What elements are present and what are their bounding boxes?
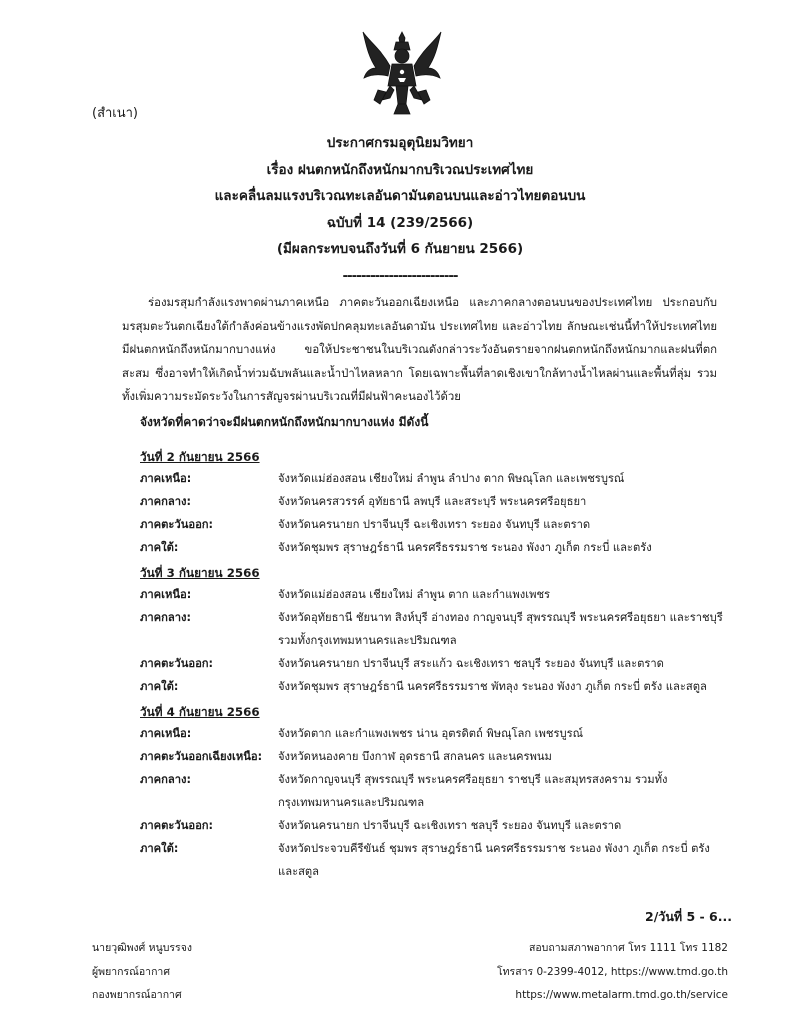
region-label: ภาคตะวันออก: bbox=[140, 518, 214, 531]
region-row bbox=[140, 467, 730, 490]
province-list: จังหวัดหนองคาย บึงกาฬ อุดรธานี สกลนคร และนครพนม bbox=[278, 750, 552, 763]
subject-line-2: และคลื่นลมแรงบริเวณทะเลอันดามันตอนบนและอ่าวไทยตอนบน bbox=[214, 188, 586, 204]
next-page-indicator: 2/วันที่ 5 - 6... bbox=[645, 909, 732, 924]
region-label: ภาคเหนือ: bbox=[140, 727, 192, 740]
day-block bbox=[140, 447, 730, 559]
day-block bbox=[140, 563, 730, 698]
day-block bbox=[140, 702, 730, 883]
region-label: ภาคกลาง: bbox=[140, 773, 191, 786]
region-row bbox=[140, 606, 730, 652]
day-title: วันที่ 2 กันยายน 2566 bbox=[140, 450, 260, 464]
subject-line: เรื่อง ฝนตกหนักถึงหนักมากบริเวณประเทศไทย bbox=[266, 161, 534, 178]
region-row bbox=[140, 675, 730, 698]
day-title: วันที่ 3 กันยายน 2566 bbox=[140, 566, 260, 580]
region-row bbox=[140, 745, 730, 768]
day-title: วันที่ 4 กันยายน 2566 bbox=[140, 705, 260, 719]
region-row bbox=[140, 513, 730, 536]
region-label: ภาคกลาง: bbox=[140, 611, 191, 624]
province-list: จังหวัดนครสวรรค์ อุทัยธานี ลพบุรี และสระบุรี พระนครศรีอยุธยา bbox=[278, 495, 587, 508]
document-title-block bbox=[0, 130, 800, 289]
province-list: จังหวัดอุทัยธานี ชัยนาท สิงห์บุรี อ่างทอง กาญจนบุรี สุพรรณบุรี พระนครศรีอยุธยา และราชบุรี รวมทั้งกรุงเทพมหานครและปริมณฑล bbox=[278, 611, 723, 647]
region-label: ภาคใต้: bbox=[140, 842, 179, 855]
region-label: ภาคตะวันออก: bbox=[140, 819, 214, 832]
region-row bbox=[140, 652, 730, 675]
contact-phone: สอบถามสภาพอากาศ โทร 1111 โทร 1182 bbox=[528, 942, 728, 954]
garuda-emblem-icon bbox=[360, 28, 444, 118]
region-label: ภาคตะวันออกเฉียงเหนือ: bbox=[140, 750, 263, 763]
title-divider: ------------------------- bbox=[342, 267, 458, 284]
agency-title: ประกาศกรมอุตุนิยมวิทยา bbox=[326, 135, 474, 151]
region-label: ภาคกลาง: bbox=[140, 495, 191, 508]
contact-service-url: https://www.metalarm.tmd.go.th/service bbox=[515, 989, 728, 1001]
province-list: จังหวัดนครนายก ปราจีนบุรี ฉะเชิงเทรา ชลบุรี ระยอง จันทบุรี และตราด bbox=[278, 819, 622, 832]
province-list: จังหวัดประจวบคีรีขันธ์ ชุมพร สุราษฎร์ธานี นครศรีธรรมราช ระนอง พังงา ภูเก็ต กระบี่ ตรัง และสตูล bbox=[278, 842, 710, 878]
region-label: ภาคใต้: bbox=[140, 680, 179, 693]
effective-date: (มีผลกระทบจนถึงวันที่ 6 กันยายน 2566) bbox=[276, 241, 524, 257]
region-row bbox=[140, 722, 730, 745]
footer-signature bbox=[92, 937, 192, 1008]
region-row bbox=[140, 768, 730, 814]
contact-fax-website: โทรสาร 0-2399-4012, https://www.tmd.go.th bbox=[497, 965, 728, 978]
province-list: จังหวัดนครนายก ปราจีนบุรี สระแก้ว ฉะเชิงเทรา ชลบุรี ระยอง จันทบุรี และตราด bbox=[278, 657, 664, 670]
footer-contact bbox=[497, 937, 728, 1008]
section-heading: จังหวัดที่คาดว่าจะมีฝนตกหนักถึงหนักมากบางแห่ง มีดังนี้ bbox=[140, 415, 429, 429]
body-paragraph: ร่องมรสุมกำลังแรงพาดผ่านภาคเหนือ ภาคตะวันออกเฉียงเหนือ และภาคกลางตอนบนของประเทศไทย ประกอบกับมรสุมตะวันตกเฉียงใต้กำลังค่อนข้างแรงพัดปกคลุมทะเลอันดามัน ประเทศไทย และอ่าวไทย ลักษณะเช่นนี้ทำให้ประเทศไทยมีฝนตกหนักถึงหนักมากบางแห่ง ขอให้ประชาชนในบริเวณดังกล่าวระวังอันตรายจากฝนตกหนักถึงหนักมากและฝนที่ตกสะสม ซึ่งอาจทำให้เกิดน้ำท่วมฉับพลันและน้ำป่าไหลหลาก โดยเฉพาะพื้นที่ลาดเชิงเขาใกล้ทางน้ำไหลผ่านและพื้นที่ลุ่ม รวมทั้งเพิ่มความระมัดระวังในการสัญจรผ่านบริเวณที่มีฝนฟ้าคะนองไว้ด้วย bbox=[122, 295, 717, 403]
forecaster-division: กองพยากรณ์อากาศ bbox=[92, 989, 182, 1001]
province-list: จังหวัดชุมพร สุราษฎร์ธานี นครศรีธรรมราช พัทลุง ระนอง พังงา ภูเก็ต กระบี่ ตรัง และสตูล bbox=[278, 680, 707, 693]
forecast-days bbox=[140, 443, 730, 883]
province-list: จังหวัดตาก และกำแพงเพชร น่าน อุตรดิตถ์ พิษณุโลก เพชรบูรณ์ bbox=[278, 727, 583, 740]
province-list: จังหวัดแม่ฮ่องสอน เชียงใหม่ ลำพูน ลำปาง ตาก พิษณุโลก และเพชรบูรณ์ bbox=[278, 472, 625, 485]
region-row bbox=[140, 583, 730, 606]
region-label: ภาคเหนือ: bbox=[140, 588, 192, 601]
region-row bbox=[140, 814, 730, 837]
forecaster-name: นายวุฒิพงศ์ หนูบรรจง bbox=[92, 942, 192, 954]
forecaster-title: ผู้พยากรณ์อากาศ bbox=[92, 965, 170, 978]
province-list: จังหวัดนครนายก ปราจีนบุรี ฉะเชิงเทรา ระยอง จันทบุรี และตราด bbox=[278, 518, 591, 531]
region-label: ภาคเหนือ: bbox=[140, 472, 192, 485]
issue-number: ฉบับที่ 14 (239/2566) bbox=[326, 214, 474, 231]
province-list: จังหวัดชุมพร สุราษฎร์ธานี นครศรีธรรมราช ระนอง พังงา ภูเก็ต กระบี่ และตรัง bbox=[278, 541, 652, 554]
region-label: ภาคตะวันออก: bbox=[140, 657, 214, 670]
province-list: จังหวัดกาญจนบุรี สุพรรณบุรี พระนครศรีอยุธยา ราชบุรี และสมุทรสงคราม รวมทั้งกรุงเทพมหานครและปริมณฑล bbox=[278, 773, 668, 809]
province-list: จังหวัดแม่ฮ่องสอน เชียงใหม่ ลำพูน ตาก และกำแพงเพชร bbox=[278, 588, 551, 601]
region-row bbox=[140, 490, 730, 513]
region-label: ภาคใต้: bbox=[140, 541, 179, 554]
copy-label: (สำเนา) bbox=[92, 106, 139, 121]
region-row bbox=[140, 536, 730, 559]
region-row bbox=[140, 837, 730, 883]
